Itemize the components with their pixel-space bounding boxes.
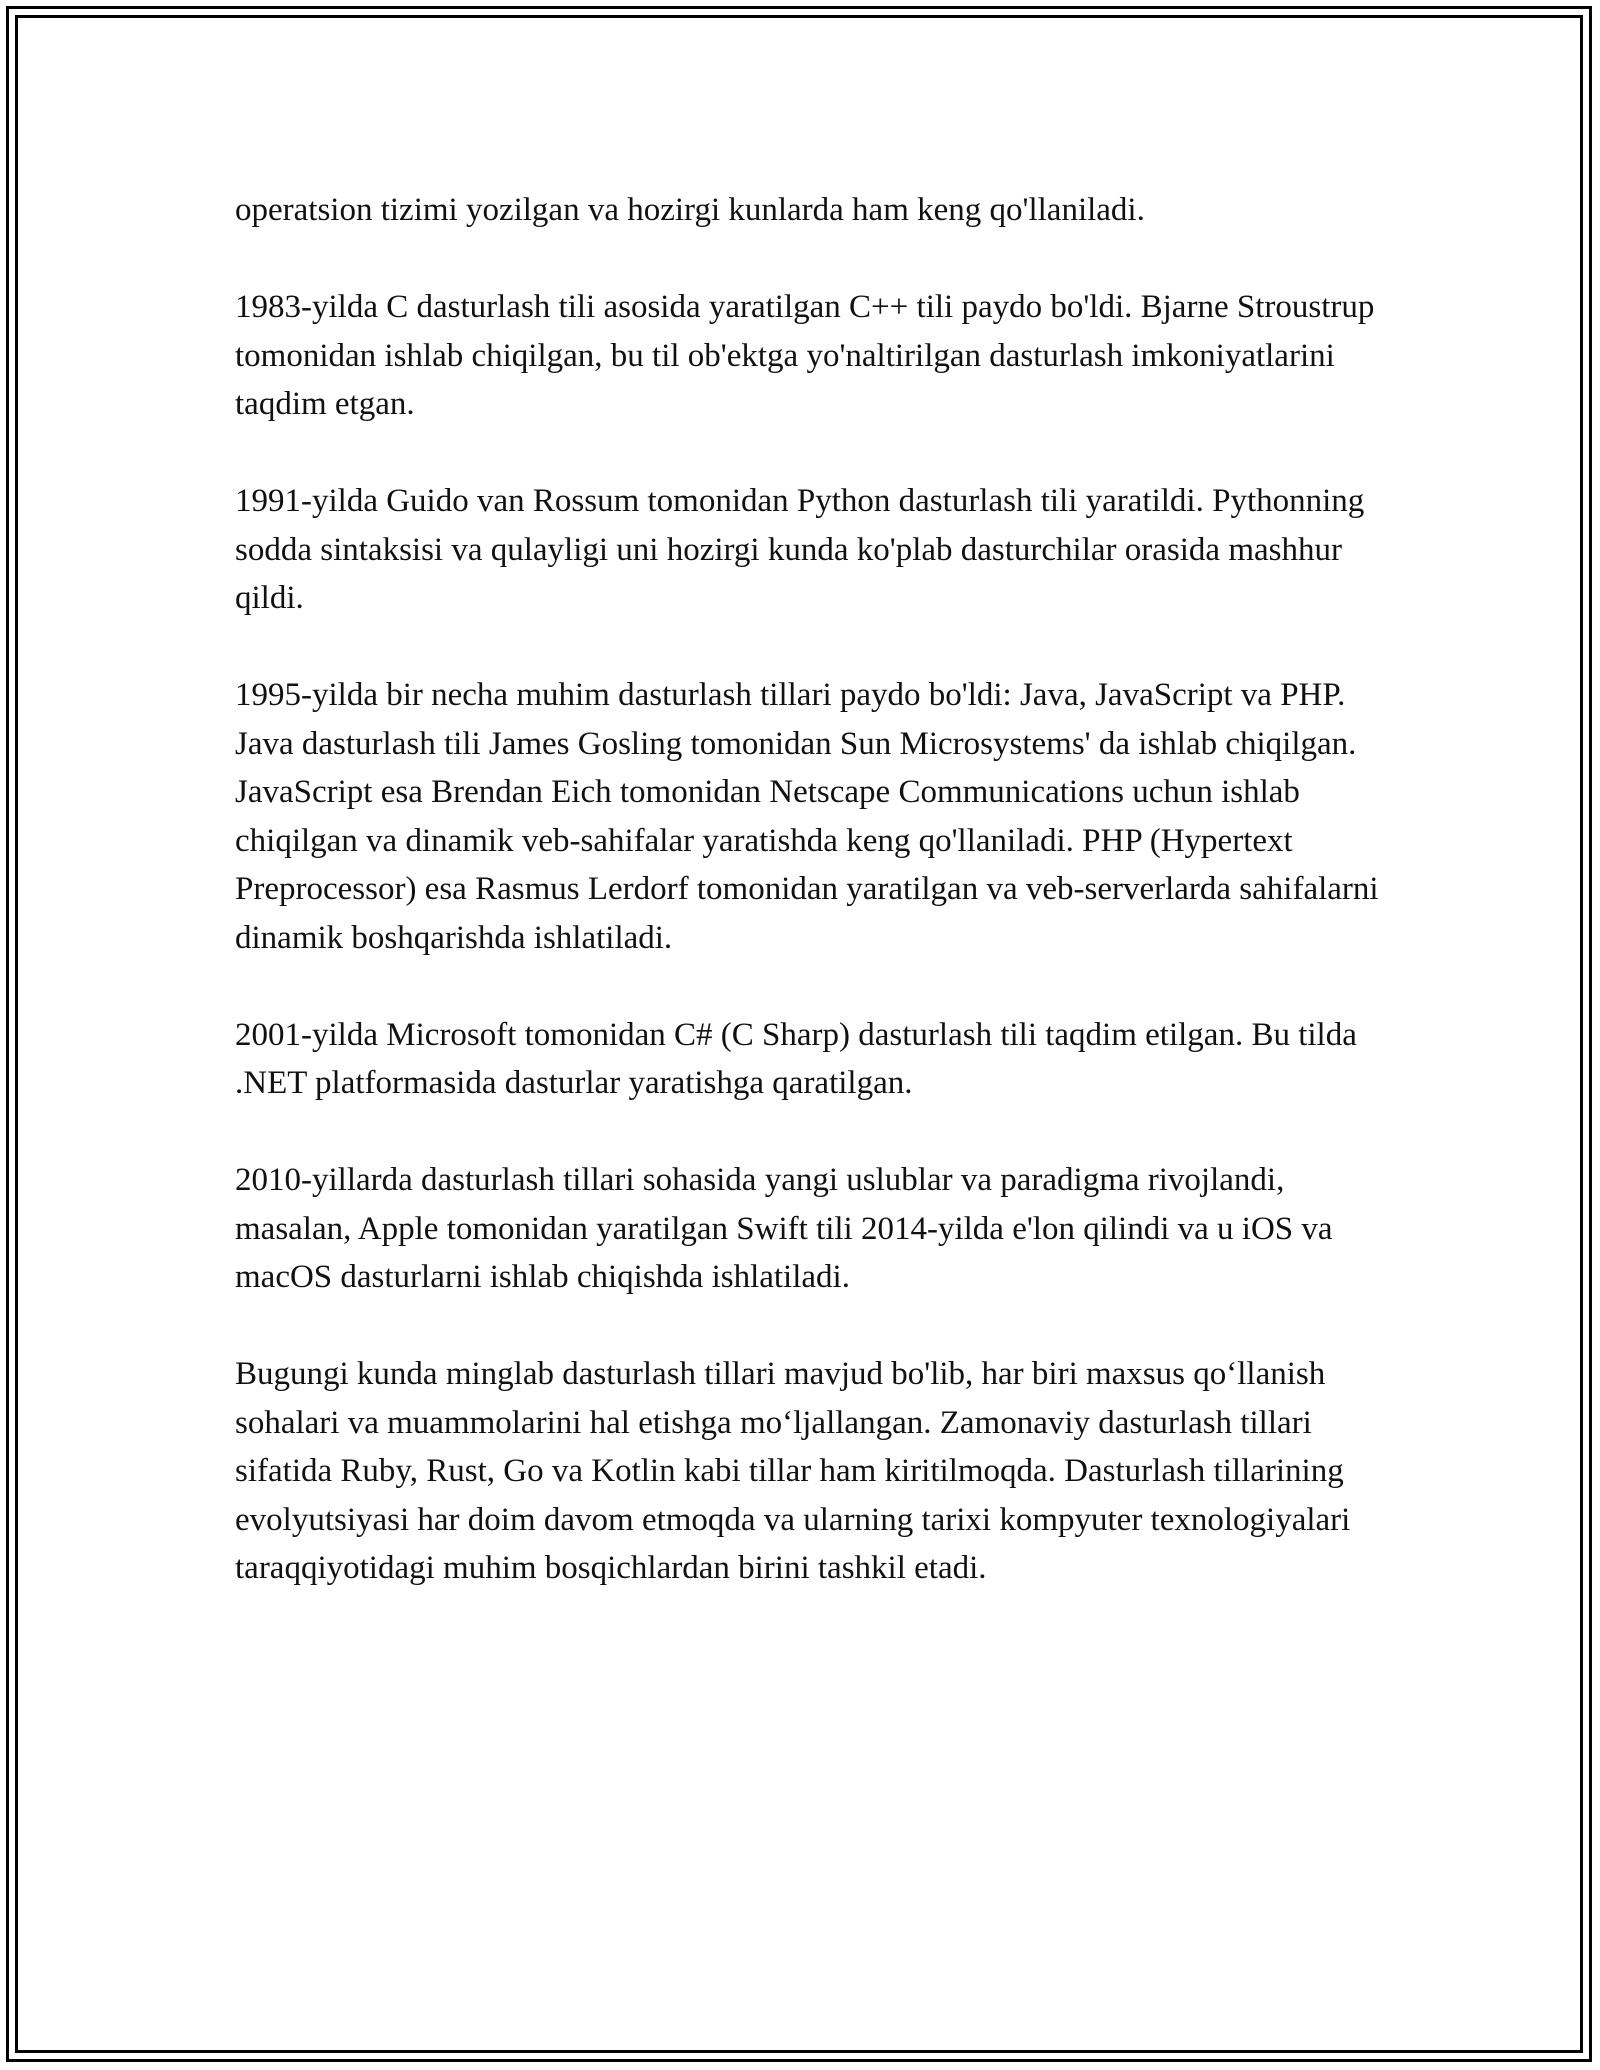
paragraph-swift-2010s: 2010-yillarda dasturlash tillari sohasida yangi uslublar va paradigma rivojlandi, masalan, Apple tomonidan yaratilgan Swift tili 2014-yilda e'lon qilindi va u iOS va macOS dasturlarni ishlab chiqishda ishlatiladi. (235, 1162, 1333, 1295)
paragraph-csharp-2001: 2001-yilda Microsoft tomonidan C# (C Sharp) dasturlash tili taqdim etilgan. Bu tilda .NET platformasida dasturlar yaratishga qaratilgan. (235, 1016, 1357, 1101)
paragraph-python-1991: 1991-yilda Guido van Rossum tomonidan Python dasturlash tili yaratildi. Pythonning sodda sintaksisi va qulayligi uni hozirgi kunda ko'plab dasturchilar orasida mashhur qildi. (235, 483, 1365, 616)
paragraph-java-js-php-1995: 1995-yilda bir necha muhim dasturlash tillari paydo bo'ldi: Java, JavaScript va PHP. Java dasturlash tili James Gosling tomonidan Sun Microsystems' da ishlab chiqilgan. JavaScript esa Brendan Eich tomonidan Netscape Communications uchun ishlab chiqilgan va dinamik veb-sahifalar yaratishda keng qo'llaniladi. PHP (Hypertext Preprocessor) esa Rasmus Lerdorf tomonidan yaratilgan va veb-serverlarda sahifalarni dinamik boshqarishda ishlatiladi. (235, 677, 1379, 956)
document-body (235, 186, 1385, 1641)
paragraph-unix-continuation: operatsion tizimi yozilgan va hozirgi kunlarda ham keng qo'llaniladi. (235, 192, 1145, 228)
paragraph-cpp-1983: 1983-yilda C dasturlash tili asosida yaratilgan C++ tili paydo bo'ldi. Bjarne Stroustrup tomonidan ishlab chiqilgan, bu til ob'ektga yo'naltirilgan dasturlash imkoniyatlarini taqdim etgan. (235, 289, 1375, 422)
paragraph-modern-languages: Bugungi kunda minglab dasturlash tillari mavjud bo'lib, har biri maxsus qo‘llanish sohalari va muammolarini hal etishga mo‘ljallangan. Zamonaviy dasturlash tillari sifatida Ruby, Rust, Go va Kotlin kabi tillar ham kiritilmoqda. Dasturlash tillarining evolyutsiyasi har doim davom etmoqda va ularning tarixi kompyuter texnologiyalari taraqqiyotidagi muhim bosqichlardan birini tashkil etadi. (235, 1356, 1351, 1586)
